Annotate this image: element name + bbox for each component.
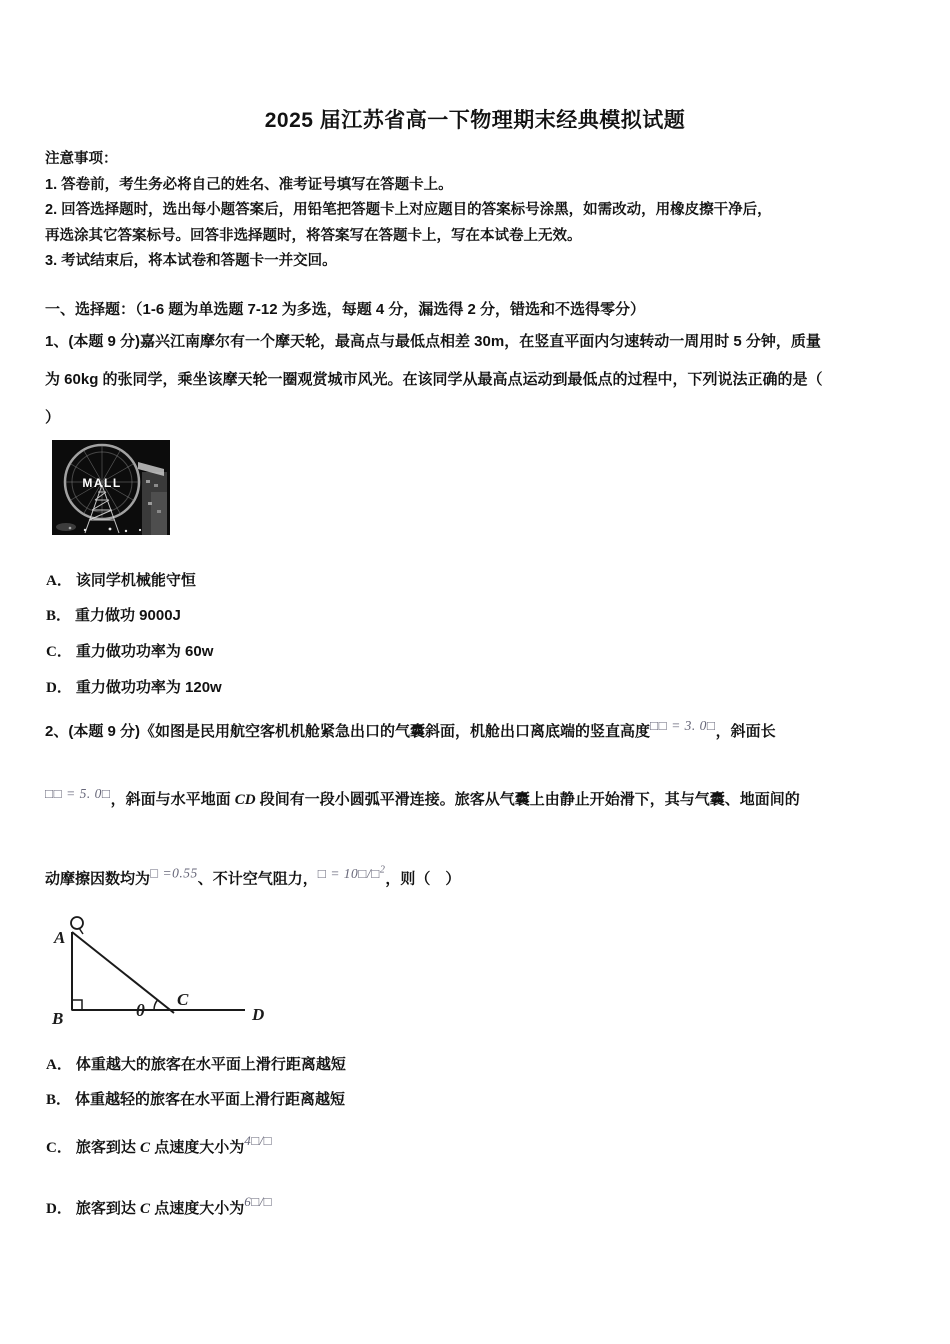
q2-option-d-letter: D． bbox=[46, 1201, 72, 1217]
q2-option-d-point: C bbox=[140, 1201, 151, 1217]
diagram-label-theta: θ bbox=[136, 1001, 145, 1020]
slider-object-mark bbox=[79, 928, 83, 934]
q1-option-d-letter: D． bbox=[46, 680, 72, 696]
theta-angle-arc bbox=[154, 1000, 158, 1010]
page-title: 2025 届江苏省高一下物理期末经典模拟试题 bbox=[264, 109, 686, 132]
q2-option-b bbox=[46, 1088, 345, 1109]
buildings-silhouette bbox=[138, 462, 167, 535]
q2-option-d-post: 点速度大小为 bbox=[150, 1200, 245, 1217]
notice-line-3: 3. 考试结束后，将本试卷和答题卡一并交回。 bbox=[45, 253, 337, 270]
diagram-label-a: A bbox=[54, 928, 66, 947]
q1-option-c-letter: C． bbox=[46, 644, 72, 660]
question-2-line-3 bbox=[45, 864, 925, 889]
q2-line1-tail: ，斜面长 bbox=[715, 723, 776, 740]
notice-line-2: 2. 回答选择题时，选出每小题答案后，用铅笔把答题卡上对应题目的答案标号涂黑，如需改动，用橡皮擦干净后， bbox=[45, 202, 772, 219]
q2-option-c-point: C bbox=[140, 1140, 151, 1156]
q2-option-a bbox=[46, 1053, 346, 1074]
q2-line2-tail: 段间有一段小圆弧平滑连接。旅客从气囊上由静止开始滑下，其与气囊、地面间的 bbox=[255, 791, 800, 808]
q2-line3-mid: 、不计空气阻力， bbox=[197, 870, 318, 888]
q1-option-b bbox=[46, 604, 181, 625]
q2-length-formula: □□ = 5. 0□ bbox=[45, 786, 111, 801]
q1-option-a bbox=[46, 569, 196, 590]
q2-height-formula: □□ = 3. 0□ bbox=[650, 718, 716, 733]
q1-option-b-text: 重力做功 9000J bbox=[75, 607, 181, 624]
q2-friction-formula: □ =0.55 bbox=[150, 865, 198, 881]
slider-object-circle bbox=[71, 917, 83, 929]
q2-option-c-pre: 旅客到达 bbox=[75, 1139, 141, 1156]
notice-line-1: 1. 答卷前，考生务必将自己的姓名、准考证号填写在答题卡上。 bbox=[45, 176, 453, 193]
incline-ac bbox=[72, 932, 174, 1013]
incline-diagram-svg bbox=[40, 912, 280, 1030]
notice-heading: 注意事项： bbox=[45, 151, 118, 167]
q2-option-b-text: 体重越轻的旅客在水平面上滑行距离越短 bbox=[75, 1091, 346, 1108]
right-angle-mark bbox=[72, 1000, 82, 1010]
q2-option-c-post: 点速度大小为 bbox=[150, 1139, 245, 1156]
mall-sign-text: MALL bbox=[82, 476, 122, 490]
q2-line1-text: 2、(本题 9 分)《如图是民用航空客机机舱紧急出口的气囊斜面，机舱出口离底端的竖直高度 bbox=[45, 723, 651, 740]
q1-option-c bbox=[46, 640, 213, 661]
ferris-wheel-photo bbox=[52, 440, 170, 535]
question-1-text bbox=[45, 323, 925, 437]
question-1-line-3: ） bbox=[45, 409, 61, 426]
incline-diagram bbox=[40, 912, 280, 1030]
q2-option-c bbox=[46, 1133, 272, 1157]
q2-option-d-pre: 旅客到达 bbox=[75, 1200, 141, 1217]
q2-line3-text: 动摩擦因数均为 bbox=[45, 870, 151, 888]
q2-line2-text: ，斜面与水平地面 bbox=[110, 791, 235, 808]
q2-gravity-formula-exponent: 2 bbox=[379, 864, 386, 875]
q2-cd-label: CD bbox=[234, 792, 256, 808]
question-2-line-1 bbox=[45, 718, 925, 741]
q2-option-c-letter: C． bbox=[46, 1140, 72, 1156]
q2-option-b-letter: B． bbox=[46, 1092, 72, 1108]
q2-line3-tail: ，则（ ） bbox=[385, 870, 461, 888]
section-heading: 一、选择题：（1-6 题为单选题 7-12 为多选，每题 4 分，漏选得 2 分，错选和不选得零分） bbox=[45, 301, 646, 318]
question-2-line-2 bbox=[45, 786, 925, 809]
diagram-label-c: C bbox=[177, 990, 189, 1009]
q2-option-c-speed-formula: 4□/□ bbox=[244, 1133, 273, 1148]
q2-option-d-speed-formula: 6□/□ bbox=[244, 1194, 273, 1209]
question-1-line-1: 1、(本题 9 分)嘉兴江南摩尔有一个摩天轮，最高点与最低点相差 30m，在竖直平面内匀速转动一周用时 5 分钟，质量 bbox=[45, 333, 821, 350]
q2-gravity-formula: □ = 10□/□$^2$ bbox=[317, 864, 386, 881]
question-1-line-2: 为 60kg 的张同学，乘坐该摩天轮一圈观赏城市风光。在该同学从最高点运动到最低点的过程中，下列说法正确的是（ bbox=[45, 371, 823, 388]
ferris-wheel-illustration bbox=[52, 440, 170, 535]
q1-option-a-text: 该同学机械能守恒 bbox=[75, 572, 196, 589]
diagram-label-d: D bbox=[252, 1005, 265, 1024]
diagram-label-b: B bbox=[52, 1009, 64, 1028]
q2-option-a-text: 体重越大的旅客在水平面上滑行距离越短 bbox=[75, 1056, 346, 1073]
q2-option-a-letter: A． bbox=[46, 1057, 72, 1073]
q1-option-d bbox=[46, 676, 222, 697]
q1-option-a-letter: A． bbox=[46, 573, 72, 589]
q2-option-d bbox=[46, 1194, 272, 1218]
notice-section bbox=[45, 147, 917, 275]
q1-option-b-letter: B． bbox=[46, 608, 72, 624]
q1-option-d-text: 重力做功功率为 120w bbox=[75, 679, 222, 696]
q1-option-c-text: 重力做功功率为 60w bbox=[75, 643, 214, 660]
notice-line-2-cont: 再选涂其它答案标号。回答非选择题时，将答案写在答题卡上，写在本试卷上无效。 bbox=[45, 227, 582, 244]
